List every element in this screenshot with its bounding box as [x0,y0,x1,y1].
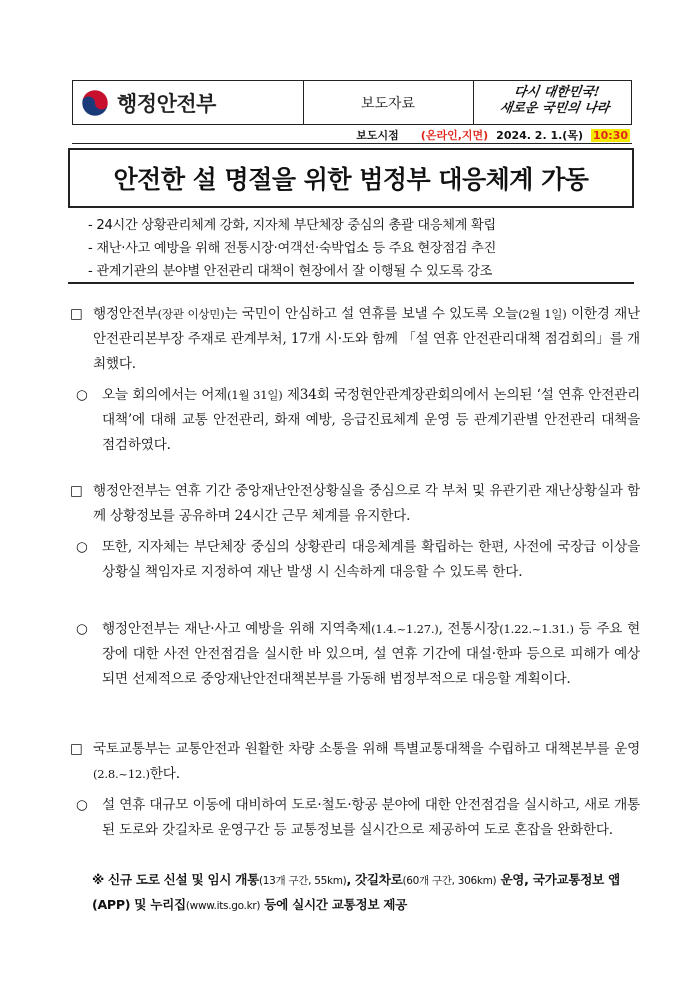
square-bullet: □ [70,306,83,322]
ministry-logo [81,88,216,118]
header-divider [473,81,474,124]
press-release-label: 보도자료 [360,95,416,112]
text-run: 신규 도로 신설 및 임시 개통 [108,872,259,887]
header-rule [72,143,632,144]
slogan-line: 새로운 국민의 나라 [498,101,611,116]
text-run: 등 주요 현장에 대한 사전 안전점검을 실시한 바 있으며, 설 연휴 기간에 대설·한파 등으로 피해가 예상되면 선제적으로 중앙재난안전대책본부를 가동해 범정부적으로 대응할 계획이다. [102,621,640,687]
slogan-line: 다시 대한민국! [512,85,601,100]
subtitle-item: - 재난·사고 예방을 위해 전통시장·여객선·숙박업소 등 주요 현장점검 추진 [88,241,497,256]
text-run-small: (2월 1일) [518,307,567,321]
square-bullet: □ [70,741,83,757]
circle-bullet: ○ [76,539,88,555]
text-run-small: (1.4.~1.27.) [371,622,439,636]
section-text: 행정안전부는 연휴 기간 중앙재난안전상황실을 중심으로 각 부처 및 유관기관 재난상황실과 함께 상황정보를 공유하며 24시간 근무 체계를 유지한다. [93,483,640,524]
text-run: , 전통시장 [438,621,500,637]
sub-item [76,383,640,458]
government-slogan [481,85,630,117]
note-marker: ※ [92,872,104,887]
section-text [70,302,640,377]
sub-item [76,535,640,585]
text-run: 제34회 국정현안관계장관회의에서 논의된 ‘설 연휴 안전관리 대책’에 대해 교통 안전관리, 화재 예방, 응급진료체계 운영 등 관계기관별 안전관리 대책을 점검하였다. [102,387,640,453]
section-item [70,737,640,787]
sub-item-text: 또한, 지자체는 부단체장 중심의 상황관리 대응체계를 확립하는 한편, 사전에 국장급 이상을 상황실 책임자로 지정하여 재난 발생 시 신속하게 대응할 수 있도록 한다. [102,539,640,580]
circle-bullet: ○ [76,797,88,813]
text-run-small: (www.its.go.kr) [185,900,261,912]
ministry-name: 행정안전부 [117,92,216,116]
text-run-small: (60개 구간, 306km) [402,875,497,887]
section-text [70,737,640,787]
embargo-time: 10:30 [592,128,628,142]
embargo-line [356,127,630,143]
square-bullet: □ [70,483,83,499]
text-run: 국토교통부는 교통안전과 원활한 차량 소통을 위해 특별교통대책을 수립하고 대책본부를 운영 [93,741,640,757]
text-run-small: (13개 구간, 55km) [259,875,347,887]
text-run-small: (1.22.~1.31.) [499,622,574,636]
page-title: 안전한 설 명절을 위한 범정부 대응체계 가동 [113,165,589,194]
taegeuk-emblem-icon [81,89,109,117]
subtitle-rule [68,282,634,284]
embargo-label: 보도시점 [356,129,399,142]
subtitle-list [88,214,648,283]
reference-note [92,868,632,918]
subtitle-item: - 24시간 상황관리체계 강화, 지자체 부단체장 중심의 총괄 대응체계 확립 [88,218,496,233]
text-run: 오늘 회의에서는 어제 [102,387,228,403]
sub-item [76,793,640,843]
text-run: 이한경 재난안전관리본부장 주재로 관계부처, 17개 시·도와 함께 「설 연휴 안전관리대책 점검회의」를 개최했다. [93,306,640,372]
sub-item-text [76,617,640,692]
text-run: , 갓길차로 [346,872,403,887]
text-run-small: (2.8.~12.) [93,767,150,781]
embargo-date: 2024. 2. 1.(목) [496,129,583,142]
text-run-small: (장관 이상민) [157,307,225,321]
header-box [72,80,632,125]
title-box [68,148,634,208]
text-run-small: (1월 31일) [227,388,283,402]
sub-item-text: 설 연휴 대규모 이동에 대비하여 도로·철도·항공 분야에 대한 안전점검을 실시하고, 새로 개통된 도로와 갓길차로 운영구간 등 교통정보를 실시간으로 제공하여 도로 혼잡을 완화한다. [102,797,640,838]
sub-item [76,617,640,692]
embargo-media: (온라인,지면) [420,129,489,142]
circle-bullet: ○ [76,621,88,637]
sub-item-text [76,383,640,458]
text-run: 한다. [149,766,180,782]
subtitle-item: - 관계기관의 분야별 안전관리 대책이 현장에서 잘 이행될 수 있도록 강조 [88,264,493,279]
section-item [70,479,640,529]
text-run: 행정안전부 [93,306,158,322]
text-run: 행정안전부는 재난·사고 예방을 위해 지역축제 [102,621,372,637]
circle-bullet: ○ [76,387,88,403]
text-run: 운영, 국가교통정보 앱(APP) 및 누리집 [92,872,620,912]
text-run: 는 국민이 안심하고 설 연휴를 보낼 수 있도록 오늘 [224,306,519,322]
section-item [70,302,640,377]
text-run: 등에 실시간 교통정보 제공 [260,897,408,912]
